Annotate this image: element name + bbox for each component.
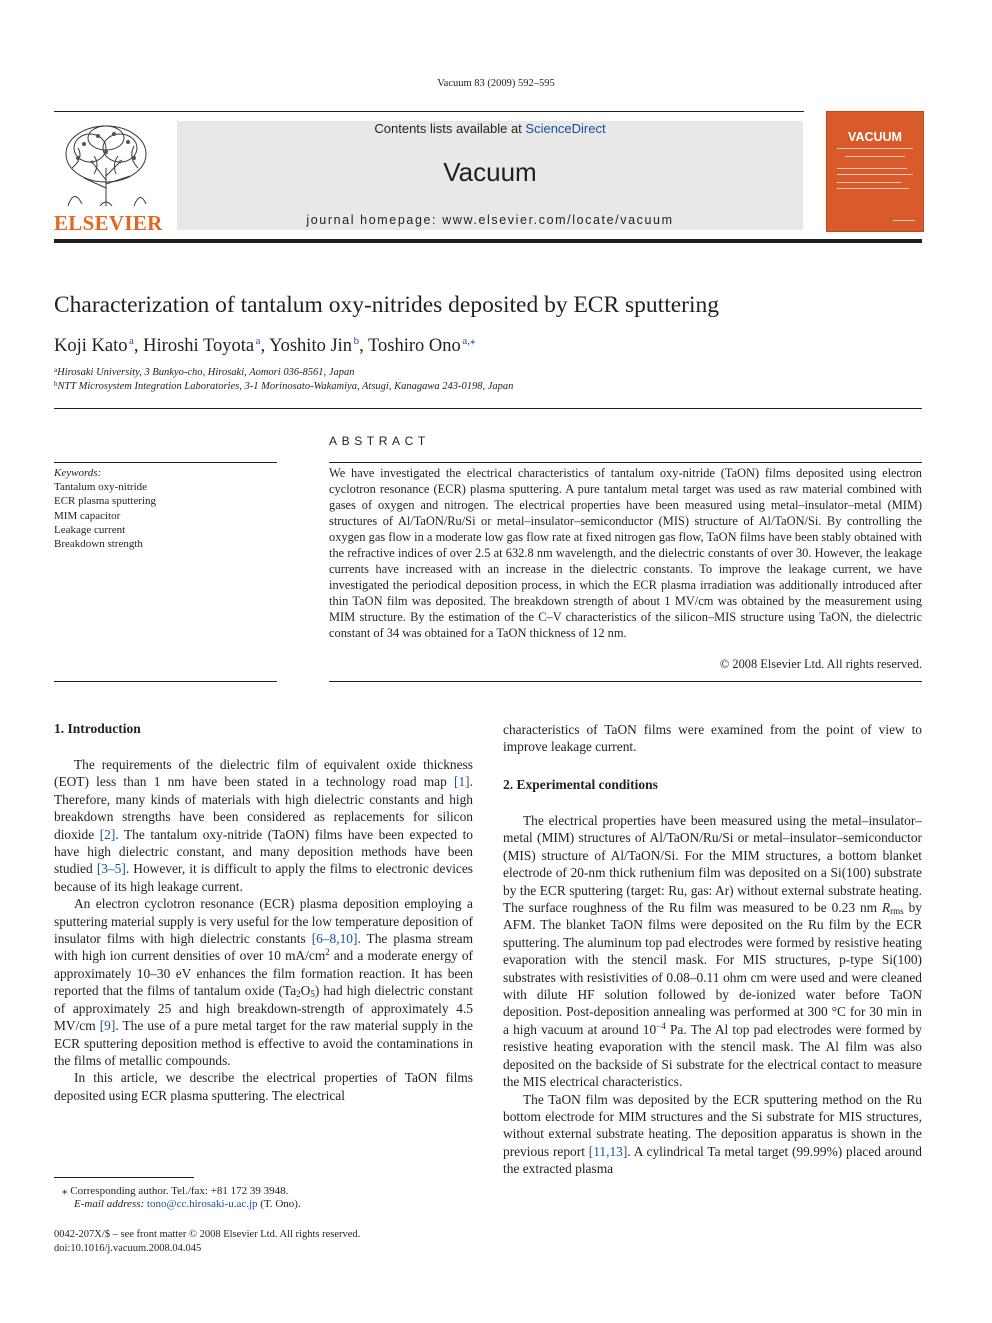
keyword-item: Breakdown strength — [54, 538, 143, 550]
contents-prefix: Contents lists available at — [374, 121, 526, 136]
paragraph: The TaON film was deposited by the ECR sputtering method on the Ru bottom electrode for MIM structures and the Si substrate for MIS structures, without external substrate heating. The deposition apparatus is shown in the previous report [11,13]. A cylindrical Ta metal target (99.99%) placed around the extracted plasma — [503, 1091, 922, 1177]
affiliation-text: NTT Microsystem Integration Laboratories, 3-1 Morinosato-Wakamiya, Atsugi, Kanagawa 243-0198, Japan — [57, 381, 514, 392]
section-rule — [54, 408, 922, 409]
section-heading-experimental: 2. Experimental conditions — [503, 777, 658, 792]
paragraph: An electron cyclotron resonance (ECR) plasma deposition employing a sputtering material supply is very useful for the low temperature deposition of insulator films with high dielectric constants [6–8,10]. The plasma stream with high ion current densities of over 10 $mA/cm^2$ and a moderate energy of approximately 10–30 eV enhances the film formation reaction. It has been reported that the films of tantalum oxide $(Ta_2O_5)$ had high dielectric constant of approximately 25 and high breakdown-strength of approximately 4.5 MV/cm [9]. The use of a pure metal target for the raw material supply in the ECR sputtering deposition method is effective to avoid the contaminations in the films of metallic compounds. — [54, 896, 474, 1068]
author-separator: , — [359, 336, 369, 356]
author-name[interactable]: Toshiro Ono — [368, 336, 461, 356]
journal-banner — [177, 121, 803, 230]
issn-line: 0042-207X/$ – see front matter © 2008 Elsevier Ltd. All rights reserved. — [54, 1229, 361, 1240]
reference-link[interactable]: [1] — [454, 774, 470, 790]
email-label: E-mail address: — [74, 1198, 147, 1210]
keywords-rule — [54, 681, 277, 682]
keyword-item: MIM capacitor — [54, 510, 121, 522]
introduction-continuation: characteristics of TaON films were examined from the point of view to improve leakage current. — [503, 722, 922, 755]
author-affiliation-mark[interactable]: a,⁎ — [462, 335, 476, 347]
affiliation-mark: b — [54, 380, 58, 388]
section-heading-introduction: 1. Introduction — [54, 721, 141, 736]
keywords-rule — [54, 462, 277, 463]
author-name[interactable]: Koji Kato — [54, 336, 128, 356]
introduction-body — [54, 756, 473, 1104]
paragraph: The electrical properties have been measured using the metal–insulator–metal (MIM) structures of Al/TaON/Ru/Si or metal–insulator–semiconductor (MIS) structure of Al/TaON/Si. For the MIM structures, a bottom blanket electrode of 20-nm thick ruthenium film was deposited on a Si(100) substrate by the ECR sputtering (target: Ru, gas: Ar) without external substrate heating. The surface roughness of the Ru film was measured to be 0.23 nm $R_{rms}$ by AFM. The blanket TaON films were deposited on the Ru film by the ECR sputtering. The aluminum top pad electrodes were formed by resistive heating evaporation with the stencil mask. For MIS structures, p-type Si(100) substrates with resistivities of 0.08–0.11 ohm cm were used and were cleaned with dilute HF solution followed by de-ionized water before TaON deposition. Post-deposition annealing was performed at 300 °C for 30 min in a high vacuum at around $10^{-4}$ Pa. The Al top pad electrodes were formed by resistive heating evaporation with the stencil mask. The Al film was also deposited on the backside of Si substrate for the electrical contact to measure the MIS electrical characteristics. — [503, 813, 923, 1090]
keywords-label: Keywords: — [54, 467, 102, 479]
journal-cover-thumbnail[interactable] — [826, 111, 924, 232]
email-link[interactable]: tono@cc.hirosaki-u.ac.jp — [146, 1198, 258, 1210]
reference-link[interactable]: [6–8,10] — [311, 931, 358, 947]
author-affiliation-mark[interactable]: a — [255, 335, 261, 347]
keyword-item: Tantalum oxy-nitride — [54, 481, 148, 493]
header-rule — [54, 111, 804, 112]
paragraph: The requirements of the dielectric film of equivalent oxide thickness (EOT) less than 1 nm have been stated in a technology road map [1]. Therefore, many kinds of materials with high dielectric constants and high breakdown strengths have been considered as replacements for silicon dioxide [2]. The tantalum oxy-nitride (TaON) films have been expected to have high dielectric constant, and many deposition methods have been studied [3–5]. However, it is difficult to apply the films to electronic devices because of its high leakage current. — [54, 757, 474, 894]
email-note: E-mail address: tono@cc.hirosaki-u.ac.jp (T. Ono). — [74, 1198, 301, 1210]
affiliation-mark: a — [54, 366, 58, 374]
journal-citation: Vacuum 83 (2009) 592–595 — [437, 78, 555, 89]
journal-name: Vacuum — [443, 157, 537, 187]
paragraph: In this article, we describe the electrical properties of TaON films deposited using ECR plasma sputtering. The electrical — [54, 1070, 473, 1103]
reference-link[interactable]: [2] — [99, 826, 116, 842]
experimental-body — [503, 812, 922, 1178]
keyword-item: ECR plasma sputtering — [54, 495, 157, 507]
affiliation-b — [54, 380, 513, 392]
affiliation-text: Hirosaki University, 3 Bunkyo-cho, Hirosaki, Aomori 036-8561, Japan — [57, 367, 355, 378]
sciencedirect-link[interactable]: ScienceDirect — [525, 121, 606, 136]
abstract-rule — [329, 681, 922, 682]
reference-link[interactable]: [9] — [99, 1018, 116, 1034]
author-name[interactable]: Yoshito Jin — [269, 336, 353, 356]
author-list — [54, 334, 475, 357]
keyword-item: Leakage current — [54, 524, 126, 536]
footnote-rule — [54, 1177, 194, 1178]
author-separator: , — [260, 336, 270, 356]
corresponding-author-note: ⁎ Corresponding author. Tel./fax: +81 172 39 3948. — [62, 1185, 289, 1197]
homepage-label: journal homepage: — [306, 213, 443, 227]
header-thick-rule — [54, 239, 922, 243]
author-affiliation-mark[interactable]: b — [353, 335, 360, 347]
elsevier-wordmark: ELSEVIER — [54, 211, 163, 235]
cover-title: VACUUM — [848, 130, 902, 144]
author-separator: , — [133, 336, 144, 356]
abstract-rule — [329, 462, 922, 463]
doi-line[interactable]: doi:10.1016/j.vacuum.2008.04.045 — [54, 1243, 202, 1254]
abstract-copyright: © 2008 Elsevier Ltd. All rights reserved. — [719, 657, 922, 671]
abstract-body: We have investigated the electrical characteristics of tantalum oxy-nitride (TaON) films deposited using electron cyclotron resonance (ECR) plasma sputtering. A pure tantalum metal target was used as raw material combined with gases of oxygen and nitrogen. The electrical properties have been measured using metal–insulator–metal (MIM) structures of Al/TaON/Ru/Si or metal–insulator–semiconductor (MIS) structure of Al/TaON/Si. By controlling the oxygen gas flow in a moderate low gas flow rate at fixed nitrogen gas flow, TaON films have been stably obtained with the refractive indices of over 2.5 at 632.8 nm wavelength, and the dielectric constants of over 30. However, the leakage currents have increased with an increase in the dielectric constants. To improve the leakage current, we have investigated the periodical deposition process, in which the ECR plasma irradiation was additionally introduced after thin TaON film was deposited. The breakdown strength of about 1 MV/cm was obtained by the measurement using MIM structure. By the estimation of the C–V characteristics of the silicon–MIS structure using TaON, the dielectric constant of 34 was obtained for a TaON thickness of 12 nm. — [329, 466, 922, 640]
author-affiliation-mark[interactable]: a — [129, 335, 134, 347]
author-name[interactable]: Hiroshi Toyota — [143, 336, 255, 356]
reference-link[interactable]: [3–5] — [96, 861, 126, 877]
homepage-link[interactable]: www.elsevier.com/locate/vacuum — [442, 213, 674, 227]
reference-link[interactable]: [11,13] — [588, 1143, 628, 1159]
contents-available-line — [177, 121, 803, 136]
affiliation-a — [54, 366, 354, 378]
abstract-heading: ABSTRACT — [329, 434, 430, 448]
article-title: Characterization of tantalum oxy-nitrides deposited by ECR sputtering — [54, 292, 720, 318]
journal-homepage — [177, 213, 803, 227]
